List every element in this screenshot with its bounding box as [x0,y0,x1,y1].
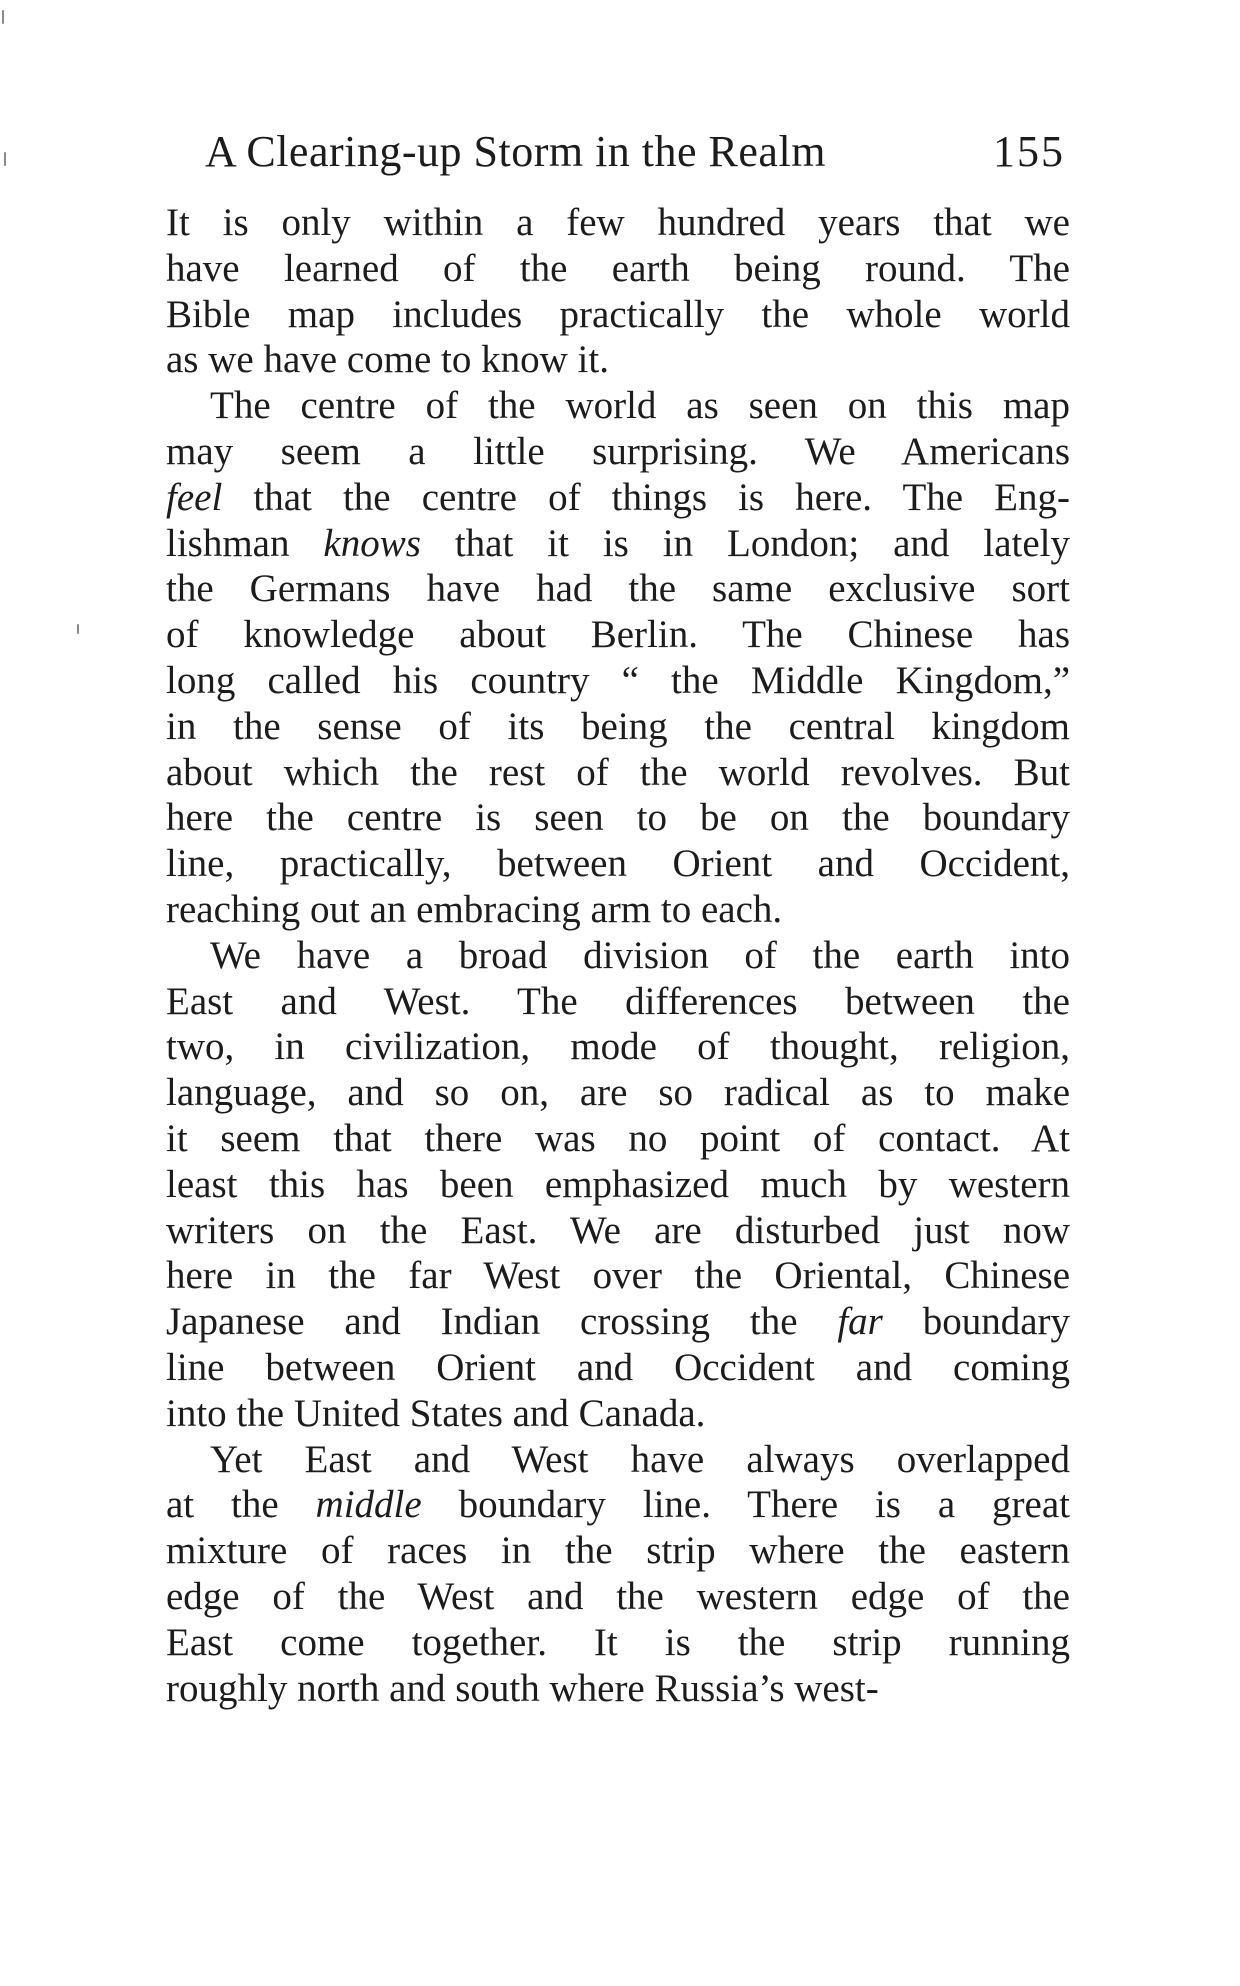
text-run: that it is in London; and lately [420,521,1070,565]
text-line [166,1024,1070,1070]
text-line [166,429,1070,475]
text-run: at the [166,1483,316,1527]
text-line [166,1574,1070,1620]
text-run: The centre of the world as seen on this map [210,384,1070,428]
text-line [166,292,1070,338]
text-line [166,1116,1070,1162]
paragraph [166,200,1070,383]
text-run: lishman [166,521,324,565]
scan-speck [77,624,79,634]
text-run: Japanese and Indian crossing the [166,1300,838,1344]
text-line [166,979,1070,1025]
text-line [166,841,1070,887]
text-line [166,521,1070,567]
text-line [166,887,1070,933]
text-line [166,795,1070,841]
text-line [166,704,1070,750]
text-run: edge of the West and the western edge of the [166,1574,1070,1618]
scan-speck [2,10,4,24]
text-run: line, practically, between Orient and Occident, [166,842,1070,886]
text-line [166,612,1070,658]
text-run: it seem that there was no point of contact. At [166,1116,1070,1160]
text-run: about which the rest of the world revolves. But [166,750,1070,794]
text-run: long called his country “ the Middle Kingdom,” [166,658,1070,702]
text-line [166,658,1070,704]
text-run: Bible map includes practically the whole world [166,292,1070,336]
text-line [166,383,1070,429]
text-run: reaching out an embracing arm to each. [166,887,783,931]
running-head-title: A Clearing-up Storm in the Realm [205,127,826,176]
text-run: into the United States and Canada. [166,1391,706,1435]
paragraph [166,933,1070,1437]
text-run: as we have come to know it. [166,338,609,382]
text-run: language, and so on, are so radical as to make [166,1071,1070,1115]
body-text [166,200,1070,1711]
text-run: the Germans have had the same exclusive sort [166,567,1070,611]
text-line [166,1437,1070,1483]
text-run: line between Orient and Occident and coming [166,1345,1070,1389]
text-line [166,200,1070,246]
text-run: East come together. It is the strip running [166,1620,1070,1664]
text-run: We have a broad division of the earth into [210,933,1070,977]
text-run: boundary line. There is a great [421,1483,1070,1527]
paragraph [166,383,1070,933]
text-run: roughly north and south where Russia’s west- [166,1666,879,1710]
text-line [166,1345,1070,1391]
text-line [166,1208,1070,1254]
text-run: least this has been emphasized much by western [166,1162,1070,1206]
text-run: in the sense of its being the central kingdom [166,704,1070,748]
text-line [166,1482,1070,1528]
text-run: here the centre is seen to be on the boundary [166,796,1070,840]
running-head [205,122,1065,182]
paragraph [166,1437,1070,1712]
text-line [166,1528,1070,1574]
italic-emphasis: feel [166,475,223,519]
text-run: Yet East and West have always overlapped [210,1437,1070,1481]
text-line [166,1253,1070,1299]
text-run: that the centre of things is here. The Eng- [222,475,1070,519]
text-run: boundary [882,1300,1070,1344]
text-line [166,337,1070,383]
text-line [166,1666,1070,1712]
text-run: may seem a little surprising. We Americans [166,429,1070,473]
text-run: of knowledge about Berlin. The Chinese has [166,613,1070,657]
text-line [166,1299,1070,1345]
text-run: writers on the East. We are disturbed just now [166,1208,1070,1252]
text-line [166,933,1070,979]
text-run: here in the far West over the Oriental, Chinese [166,1254,1070,1298]
page-number: 155 [993,127,1065,176]
italic-emphasis: far [837,1300,883,1344]
text-line [166,750,1070,796]
text-line [166,1070,1070,1116]
text-line [166,1391,1070,1437]
text-run: East and West. The differences between the [166,979,1070,1023]
text-line [166,475,1070,521]
text-line [166,1620,1070,1666]
scan-speck [4,152,6,166]
italic-emphasis: middle [315,1483,422,1527]
text-line [166,566,1070,612]
italic-emphasis: knows [323,521,421,565]
text-run: two, in civilization, mode of thought, religion, [166,1025,1070,1069]
text-run: It is only within a few hundred years that we [166,201,1070,244]
text-run: mixture of races in the strip where the eastern [166,1529,1070,1573]
text-run: have learned of the earth being round. The [166,246,1070,290]
text-line [166,1162,1070,1208]
text-line [166,246,1070,292]
